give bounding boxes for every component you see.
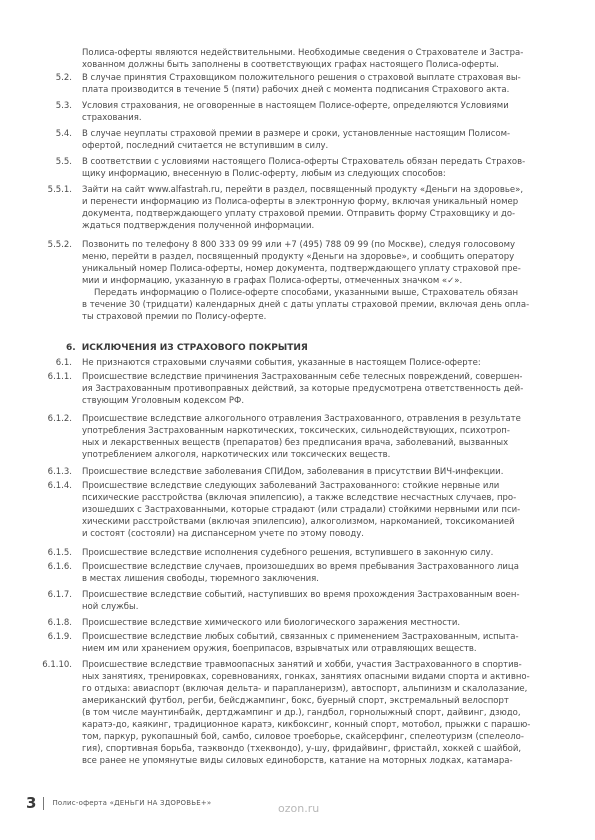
- clause-number: 6.1.9.: [47, 632, 72, 642]
- text-line: страхования.: [82, 113, 142, 123]
- page-footer: [26, 793, 211, 813]
- clause-text: [82, 617, 542, 629]
- clause-text: [82, 547, 542, 559]
- footer-divider: [43, 797, 44, 810]
- text-line: ждаться подтверждения полученной информации.: [82, 221, 315, 231]
- text-line: В случае принятия Страховщиком положительного решения о страховой выплате страховая вы-: [82, 73, 521, 83]
- text-line: Условия страхования, не оговоренные в настоящем Полисе-оферте, определяются Условиями: [82, 101, 509, 111]
- text-line: (в том числе маунтинбайк, дертджампинг и др.), гандбол, горнолыжный спорт, дайвинг, дзюдо,: [82, 708, 521, 718]
- section-heading: [66, 343, 314, 353]
- text-line: Происшествие вследствие любых событий, связанных с применением Застрахованным, испыта-: [82, 632, 519, 642]
- text-line: употребления Застрахованным наркотических, токсических, сильнодействующих, психотроп-: [82, 426, 510, 436]
- text-line: Полиса-оферты являются недействительными. Необходимые сведения о Страхователе и Застра-: [82, 48, 524, 58]
- clause-text: [82, 561, 542, 585]
- text-line: Происшествие вследствие заболевания СПИДом, заболевания в присутствии ВИЧ-инфекции.: [82, 467, 504, 477]
- text-line: плата производится в течение 5 (пяти) рабочих дней с момента подписания Страхового акта.: [82, 85, 510, 95]
- section-title: ИСКЛЮЧЕНИЯ ИЗ СТРАХОВОГО ПОКРЫТИЯ: [81, 343, 308, 353]
- text-line: документа, подтверждающего уплату страховой премии. Отправить форму Страховщику и до-: [82, 209, 516, 219]
- clause-number: 6.1.: [55, 358, 72, 368]
- text-line: Происшествие вследствие химического или биологического заражения местности.: [82, 618, 461, 628]
- text-line: Происшествие вследствие причинения Застрахованным себе телесных повреждений, совершен-: [82, 372, 523, 382]
- text-line: Не признаются страховыми случаями события, указанные в настоящем Полисе-оферте:: [82, 358, 481, 368]
- clause-number: 5.5.1.: [47, 185, 72, 195]
- clause-text: [82, 357, 542, 369]
- watermark: ozon.ru: [278, 802, 320, 815]
- page-number: 3: [26, 794, 37, 812]
- text-line: Зайти на сайт www.alfastrah.ru, перейти в раздел, посвященный продукту «Деньги на здоровье»,: [82, 185, 524, 195]
- clause-number: 6.1.4.: [47, 481, 72, 491]
- text-line: в течение 30 (тридцати) календарных дней с даты уплаты страховой премии, включая день опла-: [82, 300, 530, 310]
- clause-number: 5.5.2.: [47, 240, 72, 250]
- text-line: ствующим Уголовным кодексом РФ.: [82, 396, 245, 406]
- clause-number: 6.1.3.: [47, 467, 72, 477]
- clause-number: 6.1.5.: [47, 548, 72, 558]
- text-line: В соответствии с условиями настоящего Полиса-оферты Страхователь обязан передать Страхов-: [82, 157, 526, 167]
- clause-text: [82, 589, 542, 613]
- text-line: Происшествие вследствие случаев, произошедших во время пребывания Застрахованного лица: [82, 562, 519, 572]
- text-line: Происшествие вследствие алкогольного отравления Застрахованного, отравления в результате: [82, 414, 521, 424]
- text-line: ты страховой премии по Полису-оферте.: [82, 312, 267, 322]
- clause-number: 5.3.: [55, 101, 72, 111]
- intro-paragraph: [82, 47, 542, 71]
- clause-text: [82, 184, 542, 232]
- clause-text: [82, 371, 542, 407]
- text-line: Позвонить по телефону 8 800 333 09 99 или +7 (495) 788 09 99 (по Москве), следуя голосовому: [82, 240, 516, 250]
- text-line: уникальный номер Полиса-оферты, номер документа, подтверждающего уплату страховой пре-: [82, 264, 521, 274]
- footer-title: Полис-оферта «ДЕНЬГИ НА ЗДОРОВЬЕ+»: [52, 799, 212, 807]
- clause-text: [82, 72, 542, 96]
- text-line: каратэ-до, каякинг, традиционное каратэ, кикбоксинг, конный спорт, мотобол, прыжки с парашю-: [82, 720, 531, 730]
- text-line: ных занятиях, тренировках, соревнованиях, гонках, занятиях опасными видами спорта и активно-: [82, 672, 530, 682]
- text-line: изошедших с Застрахованными, которые страдают (или страдали) стойкими нервными или пси-: [82, 505, 521, 515]
- clause-number: 6.1.10.: [42, 660, 72, 670]
- clause-number: 5.4.: [55, 129, 72, 139]
- clause-text: [82, 128, 542, 152]
- text-line: том, паркур, рукопашный бой, самбо, силовое троеборье, скайсерфинг, спелеотуризм (спелеоло-: [82, 732, 524, 742]
- clause-number: 5.2.: [55, 73, 72, 83]
- text-line: го отдыха: авиаспорт (включая дельта- и параплaнеризм), автоспорт, альпинизм и скалолазание,: [82, 684, 528, 694]
- text-line: все ранее не упомянутые виды силовых единоборств, катание на моторных лодках, катамара-: [82, 756, 513, 766]
- clause-text: [82, 413, 542, 461]
- clause-number: 5.5.: [55, 157, 72, 167]
- text-line: мии и информацию, указанную в графах Полиса-оферты, отмеченных значком «✓».: [82, 276, 463, 286]
- clause-text: [82, 659, 542, 767]
- text-line: хованном должны быть заполнены в соответствующих графах настоящего Полиса-оферты.: [82, 60, 499, 70]
- text-line: и состоят (состояли) на диспансерном учете по этому поводу.: [82, 529, 364, 539]
- clause-text: [82, 631, 542, 655]
- text-line: и перенести информацию из Полиса-оферты в электронную форму, включая уникальный номер: [82, 197, 519, 207]
- clause-text: [82, 480, 542, 540]
- clause-number: 6.1.8.: [47, 618, 72, 628]
- text-line: в местах лишения свободы, тюремного заключения.: [82, 574, 319, 584]
- section-number: 6.: [66, 343, 76, 353]
- text-line: щику информацию, внесенную в Полис-оферту, любым из следующих способов:: [82, 169, 446, 179]
- text-line: гия), спортивная борьба, таэквондо (тхеквондо), у-шу, фридайвинг, фристайл, хоккей с шайбой,: [82, 744, 522, 754]
- text-line: Происшествие вследствие следующих заболеваний Застрахованного: стойкие нервные или: [82, 481, 500, 491]
- text-line: В случае неуплаты страховой премии в размере и сроки, установленные настоящим Полисом-: [82, 129, 511, 139]
- text-line: ных и лекарственных веществ (препаратов) без предписания врача, заболеваний, вызванных: [82, 438, 509, 448]
- text-line: Происшествие вследствие событий, наступивших во время прохождения Застрахованным воен-: [82, 590, 520, 600]
- text-line: употреблением алкоголя, наркотических или токсических веществ.: [82, 450, 391, 460]
- text-line: Передать информацию о Полисе-оферте способами, указанными выше, Страхователь обязан: [94, 288, 519, 298]
- clause-text: [82, 100, 542, 124]
- clause-text: [82, 156, 542, 180]
- text-line: Происшествие вследствие травмоопасных занятий и хобби, участия Застрахованного в спортив-: [82, 660, 522, 670]
- text-line: ной службы.: [82, 602, 139, 612]
- clause-number: 6.1.6.: [47, 562, 72, 572]
- clause-text: [82, 466, 542, 478]
- clause-number: 6.1.7.: [47, 590, 72, 600]
- text-line: Происшествие вследствие исполнения судебного решения, вступившего в законную силу.: [82, 548, 494, 558]
- clause-number: 6.1.1.: [47, 372, 72, 382]
- text-line: психические расстройства (включая эпилепсию), а также вследствие несчастных случаев, про-: [82, 493, 517, 503]
- text-line: ия Застрахованным противоправных действий, за которые предусмотрена ответственность дей-: [82, 384, 524, 394]
- text-line: хическими расстройствами (включая эпилепсию), алкоголизмом, наркоманией, токсикоманией: [82, 517, 515, 527]
- text-line: американский футбол, регби, бейсджампинг, бокс, буерный спорт, экстремальный велоспорт: [82, 696, 509, 706]
- text-line: меню, перейти в раздел, посвященный продукту «Деньги на здоровье», и сообщить оператору: [82, 252, 515, 262]
- clause-text: [82, 239, 542, 323]
- text-line: офертой, последний считается не вступившим в силу.: [82, 141, 329, 151]
- text-line: нием им или хранением оружия, боеприпасов, взрывчатых или отравляющих веществ.: [82, 644, 477, 654]
- clause-number: 6.1.2.: [47, 414, 72, 424]
